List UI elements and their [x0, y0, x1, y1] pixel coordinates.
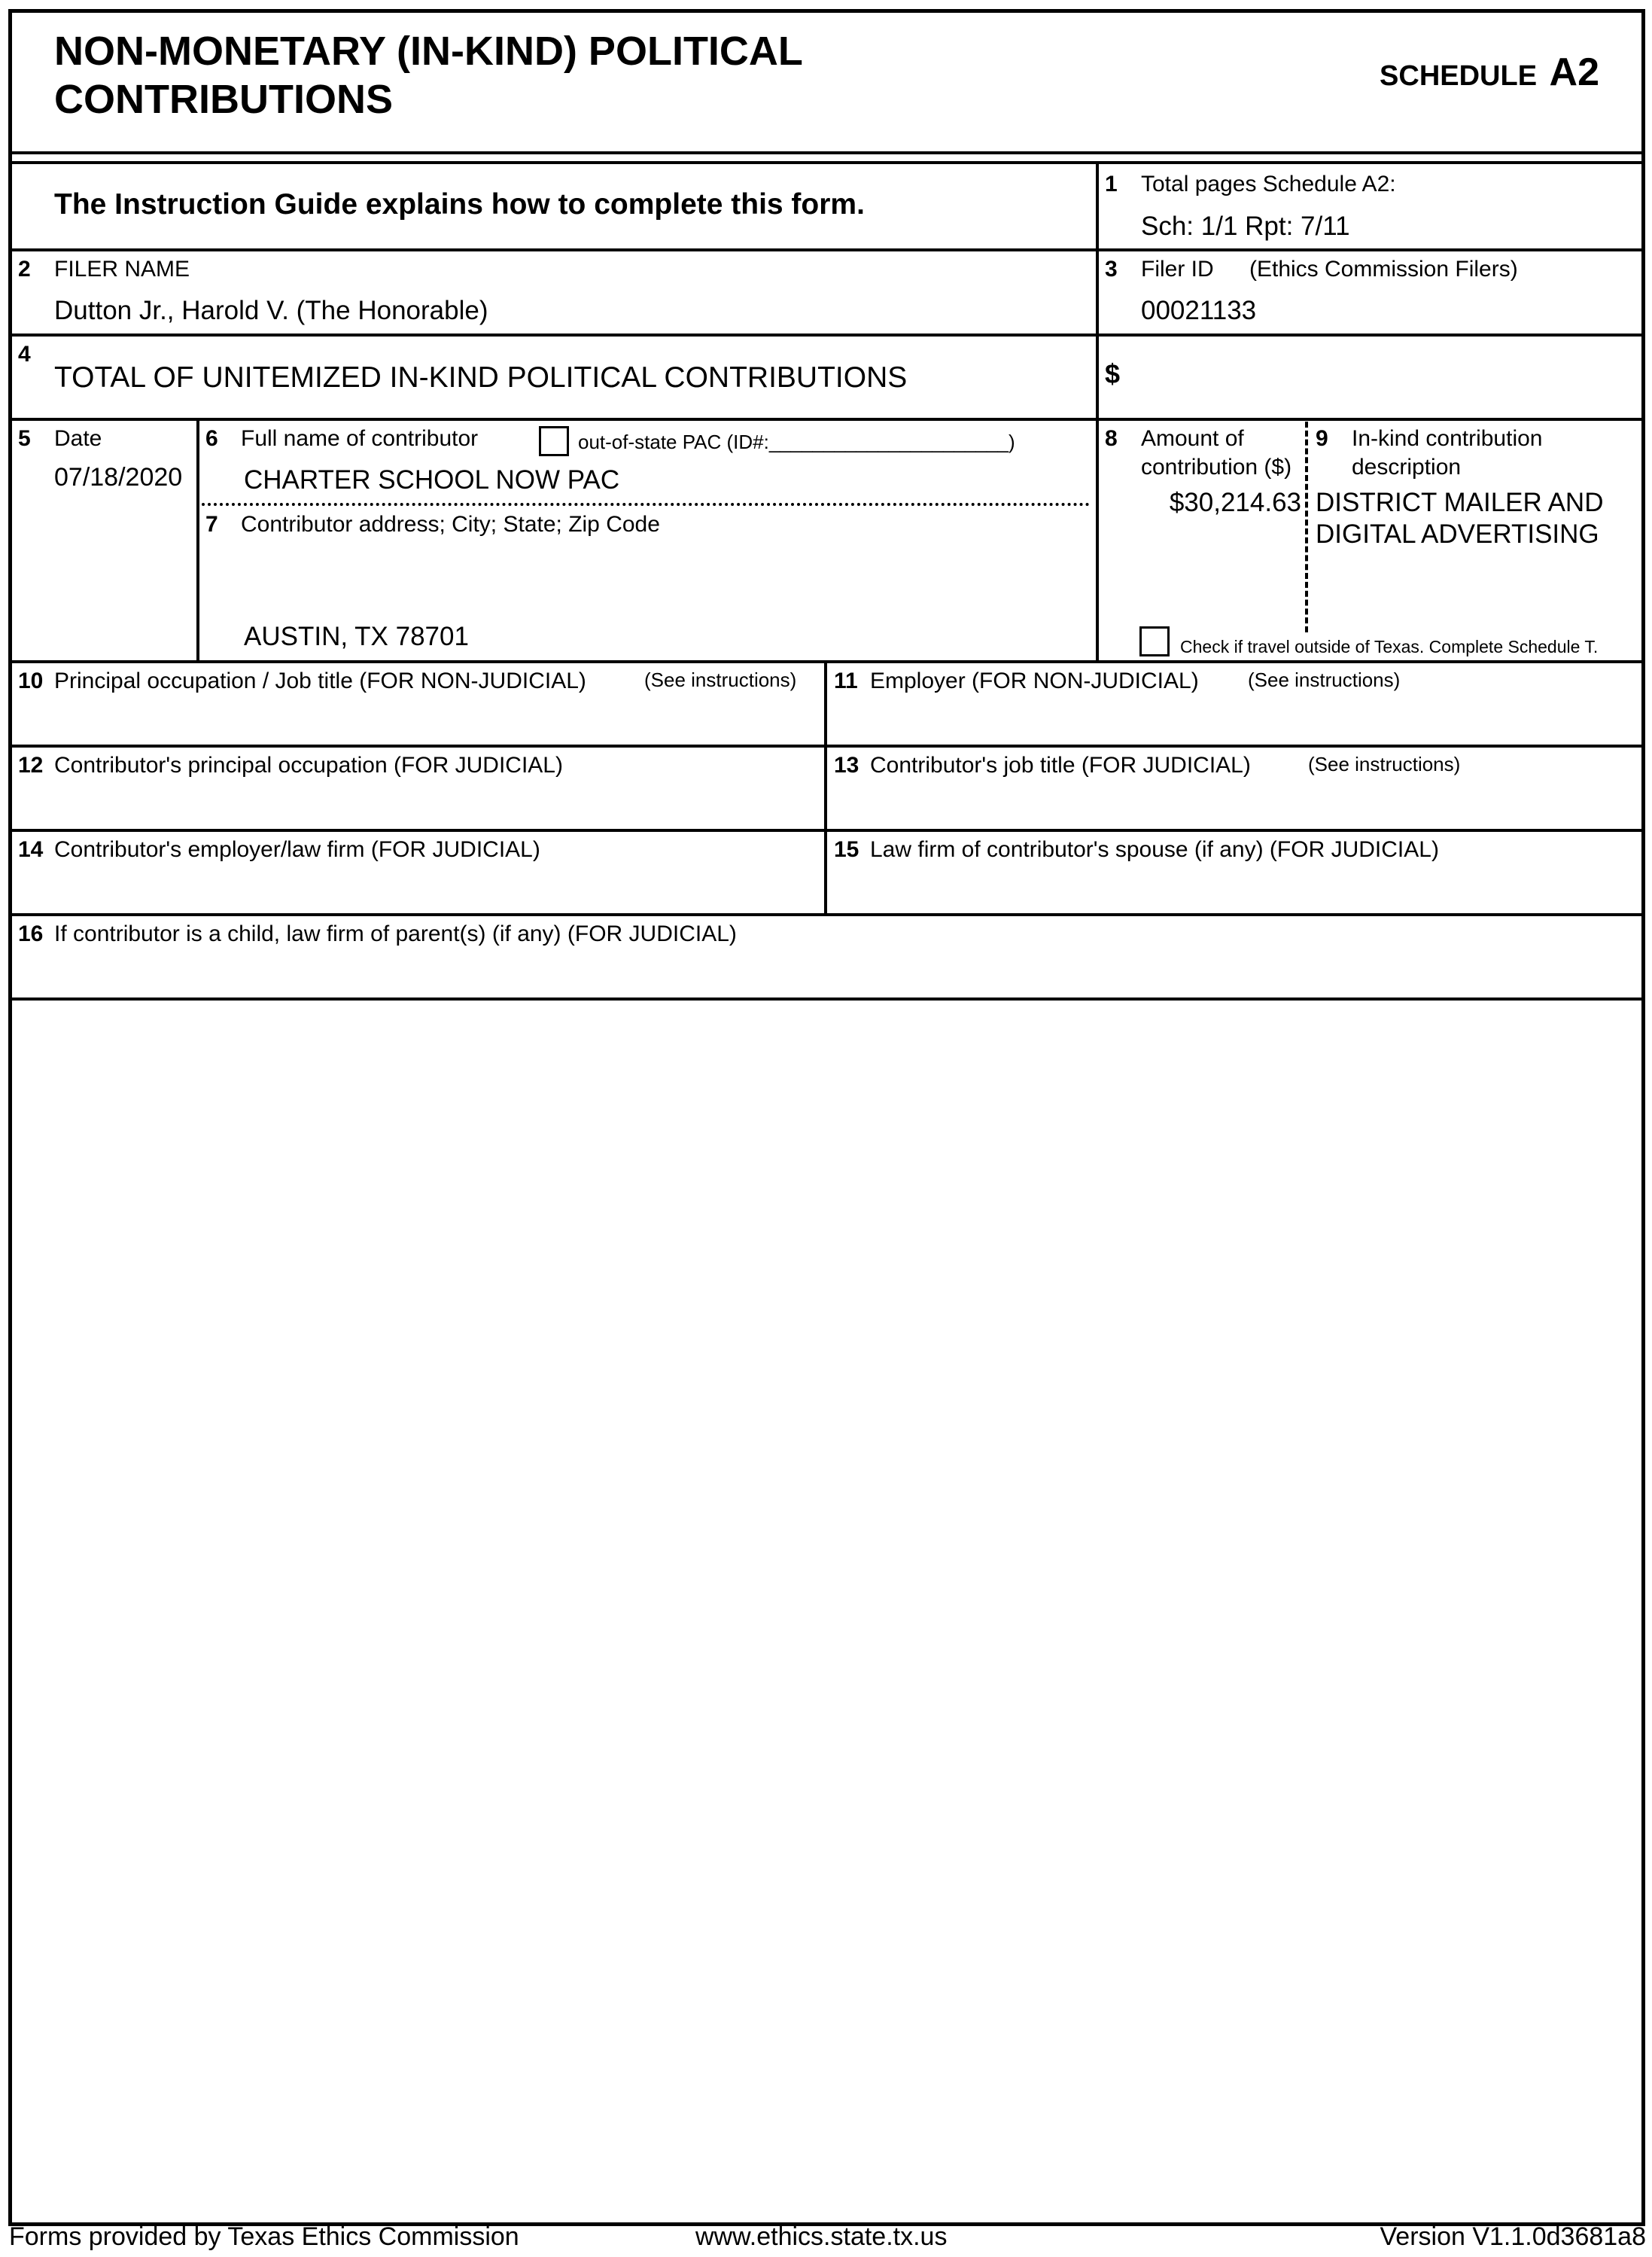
description-line-2: DIGITAL ADVERTISING — [1316, 519, 1599, 549]
field-2-label: FILER NAME — [54, 257, 190, 282]
field-7-number: 7 — [205, 512, 218, 537]
title-line-2: CONTRIBUTIONS — [54, 77, 393, 122]
field-3-sublabel: (Ethics Commission Filers) — [1249, 257, 1518, 282]
total-pages-value: Sch: 1/1 Rpt: 7/11 — [1141, 212, 1350, 241]
field-9-label-2: description — [1352, 455, 1462, 480]
field-9-number: 9 — [1316, 426, 1328, 451]
schedule-code: A2 — [1549, 50, 1599, 94]
field-16-label: If contributor is a child, law firm of parent(s) (if any) (FOR JUDICIAL) — [54, 921, 737, 946]
amount-value: $30,214.63 — [1169, 488, 1301, 517]
field-10-label: Principal occupation / Job title (FOR NON-JUDICIAL) — [54, 669, 586, 693]
divider — [9, 151, 1642, 154]
dotted-divider — [202, 503, 1090, 506]
divider — [9, 161, 1642, 164]
field-13-label: Contributor's job title (FOR JUDICIAL) — [870, 753, 1251, 778]
field-12-label: Contributor's principal occupation (FOR JUDICIAL) — [54, 753, 563, 778]
field-4-number: 4 — [18, 342, 31, 367]
field-12-number: 12 — [18, 753, 44, 778]
contributor-name-value: CHARTER SCHOOL NOW PAC — [244, 465, 620, 495]
divider — [1096, 163, 1099, 662]
field-13-number: 13 — [834, 753, 859, 778]
out-of-state-pac-label: out-of-state PAC (ID#:______________________) — [578, 431, 1015, 453]
field-13-note: (See instructions) — [1308, 753, 1461, 775]
field-5-label: Date — [54, 426, 102, 451]
divider — [9, 418, 1642, 421]
footer-website-link[interactable]: www.ethics.state.tx.us — [695, 2222, 948, 2251]
field-16-number: 16 — [18, 921, 44, 946]
field-6-label: Full name of contributor — [241, 426, 479, 451]
instruction-text: The Instruction Guide explains how to complete this form. — [54, 188, 865, 221]
filer-id-value: 00021133 — [1141, 296, 1257, 325]
field-1-label: Total pages Schedule A2: — [1141, 172, 1396, 196]
divider — [9, 334, 1642, 337]
divider — [196, 419, 199, 662]
form-frame — [8, 9, 1645, 2226]
field-7-label: Contributor address; City; State; Zip Code — [241, 512, 660, 537]
field-3-label: Filer ID — [1141, 257, 1214, 282]
field-5-number: 5 — [18, 426, 31, 451]
field-15-number: 15 — [834, 837, 859, 862]
field-6-number: 6 — [205, 426, 218, 451]
field-8-number: 8 — [1105, 426, 1118, 451]
field-14-label: Contributor's employer/law firm (FOR JUDICIAL) — [54, 837, 540, 862]
field-1-number: 1 — [1105, 172, 1118, 196]
divider — [824, 661, 827, 915]
footer-version: Version V1.1.0d3681a8 — [1380, 2222, 1646, 2251]
divider — [9, 248, 1642, 251]
field-10-number: 10 — [18, 669, 44, 693]
field-11-number: 11 — [834, 669, 858, 693]
travel-outside-texas-checkbox[interactable] — [1139, 626, 1170, 656]
footer-provider: Forms provided by Texas Ethics Commission — [9, 2222, 519, 2251]
description-line-1: DISTRICT MAILER AND — [1316, 488, 1604, 517]
form-title — [54, 27, 803, 123]
field-14-number: 14 — [18, 837, 44, 862]
field-8-label-2: contribution ($) — [1141, 455, 1292, 480]
field-9-label-1: In-kind contribution — [1352, 426, 1543, 451]
field-4-currency: $ — [1105, 358, 1121, 389]
date-value: 07/18/2020 — [54, 463, 183, 492]
title-line-1: NON-MONETARY (IN-KIND) POLITICAL — [54, 29, 803, 74]
field-11-note: (See instructions) — [1248, 669, 1401, 691]
dashed-divider — [1305, 422, 1308, 632]
field-4-label: TOTAL OF UNITEMIZED IN-KIND POLITICAL CONTRIBUTIONS — [54, 361, 908, 394]
contributor-address-value: AUSTIN, TX 78701 — [244, 622, 469, 651]
divider — [9, 998, 1642, 1001]
schedule-label — [1380, 50, 1599, 95]
field-11-label: Employer (FOR NON-JUDICIAL) — [870, 669, 1199, 693]
field-8-label-1: Amount of — [1141, 426, 1244, 451]
field-15-label: Law firm of contributor's spouse (if any) (FOR JUDICIAL) — [870, 837, 1439, 862]
schedule-word: SCHEDULE — [1380, 60, 1538, 92]
filer-name-value: Dutton Jr., Harold V. (The Honorable) — [54, 296, 488, 325]
field-2-number: 2 — [18, 257, 31, 282]
field-10-note: (See instructions) — [644, 669, 797, 691]
travel-check-label: Check if travel outside of Texas. Complete Schedule T. — [1180, 637, 1599, 656]
out-of-state-pac-checkbox[interactable] — [539, 426, 569, 456]
field-3-number: 3 — [1105, 257, 1118, 282]
